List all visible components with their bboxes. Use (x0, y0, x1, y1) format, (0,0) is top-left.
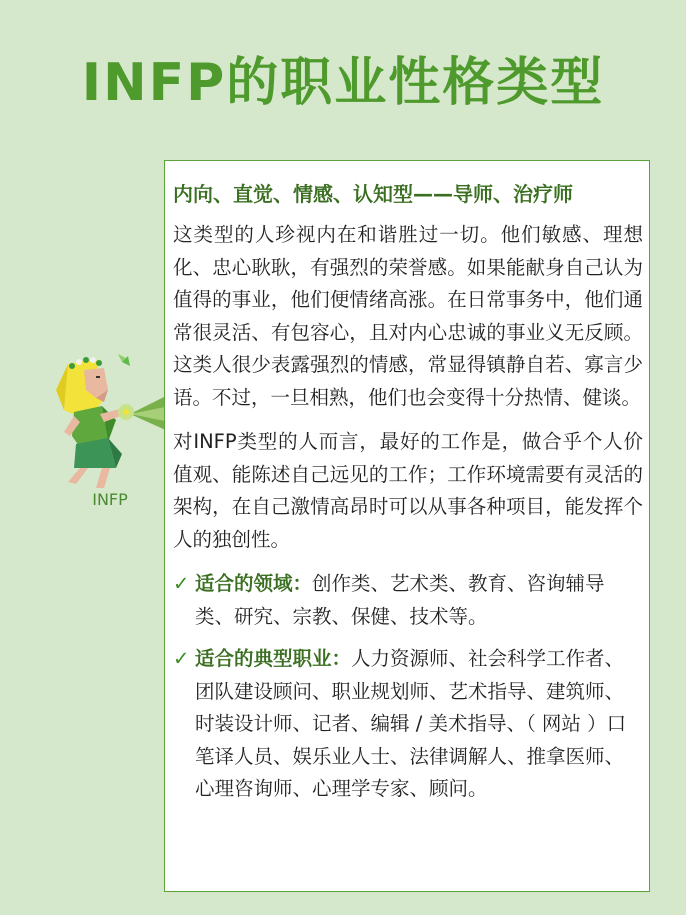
typical-careers-label: 适合的典型职业： (195, 647, 352, 670)
content-card (164, 160, 650, 892)
suitable-fields-text: 创作类、艺术类、教育、咨询辅导类、研究、宗教、保健、技术等。 (195, 572, 605, 628)
page-title: INFP的职业性格类型 (81, 53, 605, 113)
card-heading: 内向、直觉、情感、认知型——导师、治疗师 (173, 182, 573, 206)
checkmark-icon: ✓ (173, 572, 190, 595)
suitable-fields-label: 适合的领域： (195, 572, 313, 595)
typical-careers-text: 人力资源师、社会科学工作者、团队建设顾问、职业规划师、艺术指导、建筑师、时装设计师、记者、编辑 / 美术指导、（ 网站 ）口笔译人员、娱乐业人士、法律调解人、推拿医师、心理咨询师、心理学专家、顾问。 (195, 647, 627, 800)
description-paragraph: 这类型的人珍视内在和谐胜过一切。他们敏感、理想化、忠心耿耿，有强烈的荣誉感。如果能献身自己认为值得的事业，他们便情绪高涨。在日常事务中，他们通常很灵活、有包容心，且对内心忠诚的事业义无反顾。这类人很少表露强烈的情感，常显得镇静自若、寡言少语。不过，一旦相熟，他们也会变得十分热情、健谈。 (173, 223, 643, 409)
best-work-paragraph: 对INFP类型的人而言，最好的工作是，做合乎个人价值观、能陈述自己远见的工作；工作环境需要有灵活的架构，在自己激情高昂时可以从事各种项目，能发挥个人的独创性。 (173, 430, 643, 551)
checkmark-icon: ✓ (173, 647, 190, 670)
typical-careers-item (173, 643, 643, 806)
suitable-fields-item (173, 568, 643, 633)
figure-label: INFP (92, 490, 128, 509)
infp-character-illustration (46, 350, 170, 490)
